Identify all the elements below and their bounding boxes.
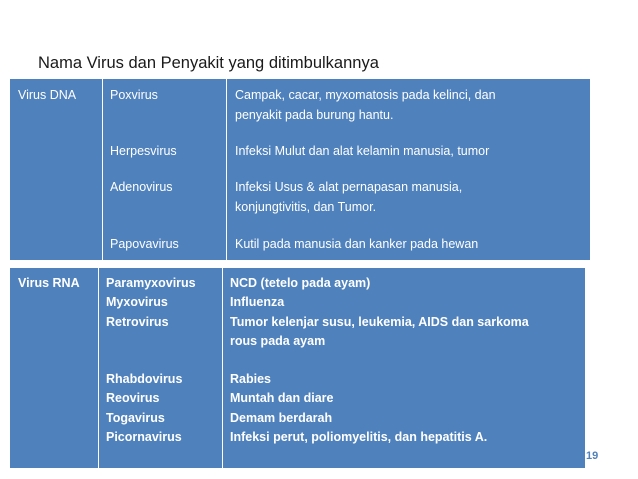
slide-title: Nama Virus dan Penyakit yang ditimbulkannya bbox=[38, 54, 379, 72]
disease-text: NCD (tetelo pada ayam) bbox=[230, 276, 371, 290]
column-divider bbox=[226, 79, 227, 260]
category-label: Virus RNA bbox=[18, 276, 80, 290]
disease-text: Infeksi Usus & alat pernapasan manusia, bbox=[235, 180, 463, 194]
virus-name: Myxovirus bbox=[106, 295, 168, 309]
virus-name: Paramyxovirus bbox=[106, 276, 196, 290]
column-divider bbox=[102, 79, 103, 260]
virus-name: Herpesvirus bbox=[110, 144, 177, 158]
disease-text: Influenza bbox=[230, 295, 285, 309]
column-divider bbox=[98, 268, 99, 468]
virus-name: Rhabdovirus bbox=[106, 372, 183, 386]
disease-text: Kutil pada manusia dan kanker pada hewan bbox=[235, 237, 479, 251]
disease-text: Tumor kelenjar susu, leukemia, AIDS dan sarkoma bbox=[230, 315, 529, 329]
disease-text: Infeksi perut, poliomyelitis, dan hepatitis A. bbox=[230, 430, 488, 444]
virus-name: Togavirus bbox=[106, 411, 165, 425]
virus-name: Picornavirus bbox=[106, 430, 182, 444]
disease-text: konjungtivitis, dan Tumor. bbox=[235, 200, 377, 214]
disease-text: Demam berdarah bbox=[230, 411, 333, 425]
column-divider bbox=[222, 268, 223, 468]
virus-name: Poxvirus bbox=[110, 88, 158, 102]
disease-text: Infeksi Mulut dan alat kelamin manusia, tumor bbox=[235, 144, 490, 158]
disease-text: Rabies bbox=[230, 372, 271, 386]
disease-text: penyakit pada burung hantu. bbox=[235, 108, 394, 122]
page-number: 19 bbox=[586, 450, 599, 462]
disease-text: Muntah dan diare bbox=[230, 391, 334, 405]
disease-text: Campak, cacar, myxomatosis pada kelinci, dan bbox=[235, 88, 496, 102]
rna-virus-table bbox=[10, 268, 585, 468]
dna-virus-table bbox=[10, 79, 590, 260]
category-label: Virus DNA bbox=[18, 88, 77, 102]
virus-name: Reovirus bbox=[106, 391, 160, 405]
virus-name: Retrovirus bbox=[106, 315, 169, 329]
virus-name: Adenovirus bbox=[110, 180, 173, 194]
disease-text: rous pada ayam bbox=[230, 334, 326, 348]
virus-name: Papovavirus bbox=[110, 237, 179, 251]
